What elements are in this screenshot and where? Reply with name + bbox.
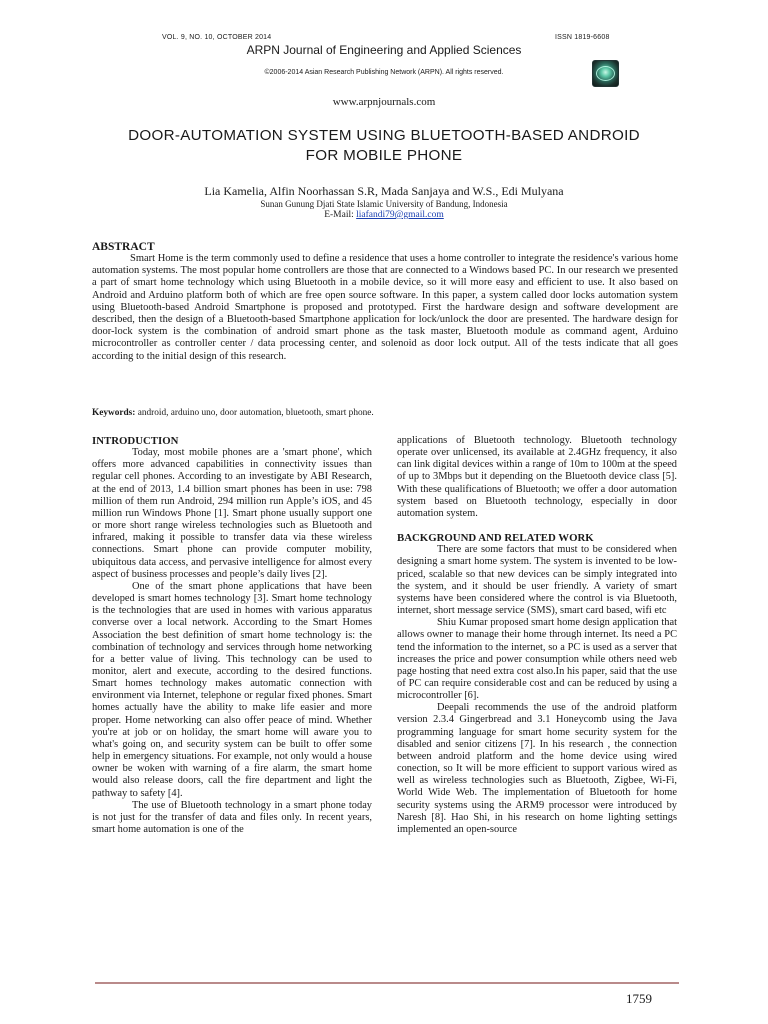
intro-paragraph-1: Today, most mobile phones are a 'smart phone', which offers more advanced capabilities in connectivity issues than regular cell phones. According to an investigate by ABI Research, at the end of 2013, 1.4 billion smart phones has been in use: 798 million of them run Android, 294 million run Apple’s iOS, and 45 million run Windows Phone [1]. Smart phone usually support one or more short range wireless technologies such as Bluetooth and infrared, making it possible to transfer data via these wireless connections. Smart phone can provide computer mobility, ubiquitous data access, and pervasive intelligence for almost every aspect of business processes and people’s daily lives [2]. xyxy=(92,447,372,580)
intro-paragraph-3-continued: applications of Bluetooth technology. Bluetooth technology operate over unlicensed, its available at 2.4GHz frequency, it also can link digital devices within a range of 10m to 100m at the speed of up to 3Mbps but it depending on the Bluetooth device class [5]. With these qualifications of Bluetooth; we offer a door automation system based on Bluetooth technology, especially in door automation system. xyxy=(397,435,677,519)
arpn-globe-logo-icon xyxy=(592,60,619,87)
background-paragraph-1: There are some factors that must to be considered when designing a smart home system. The system is invented to be low-priced, scalable so that new devices can be simply integrated into the system, and it should be user friendly. A variety of smart systems have been considered where the control is via Bluetooth, internet, short message service (SMS), smart card based, wifi etc xyxy=(397,544,677,617)
background-paragraph-3: Deepali recommends the use of the android platform version 2.3.4 Gingerbread and 3.1 Honeycomb using the Java programming language for smart home security system for the disabled and senior citizens [7]. In his research , the connection between android platform and the home device using wired conection, so It will be more efficient to support various wired as well as wireless technologies such as Bluetooth, Zigbee, Wi-Fi, World Wide Web. The implementation of Bluetooth for home security systems using the ARM9 processor were introduced by Naresh [8]. Hao Shi, in his research on home lighting settings implemented an open-source xyxy=(397,702,677,835)
background-heading: BACKGROUND AND RELATED WORK xyxy=(397,532,594,545)
issn: ISSN 1819-6608 xyxy=(555,34,610,41)
abstract-body xyxy=(92,253,678,363)
volume-info: VOL. 9, NO. 10, OCTOBER 2014 xyxy=(162,34,272,41)
paper-title-line-1: DOOR-AUTOMATION SYSTEM USING BLUETOOTH-BASED ANDROID xyxy=(128,127,640,144)
copyright-notice: ©2006-2014 Asian Research Publishing Network (ARPN). All rights reserved. xyxy=(264,69,504,76)
paper-title-line-2: FOR MOBILE PHONE xyxy=(305,147,463,164)
section-spacer xyxy=(397,520,677,532)
abstract-text: Smart Home is the term commonly used to define a residence that uses a home controller to integrate the residence's various home automation systems. The most popular home controllers are those that are connected to a Windows based PC. In our research we presented a part of smart home technology which using Bluetooth in a mobile device, so it will more easy and efficient to use. It also based on Android and Arduino platform both of which are free open source software. In this paper, a system called door locks automation system using Bluetooth-based Android Smartphone is proposed and prototyped. First the hardware design and software development are described, then the design of a Bluetooth-based Smartphone application for lock/unlock the door are presented. The hardware design for door-lock system is the combination of android smart phone as the task master, Bluetooth module as command agent, Arduino microcontroller as controller center / data processing center, and solenoid as door lock output. All of the tests indicate that all goes according to the initial design of this research. xyxy=(92,253,679,362)
author-list: Lia Kamelia, Alfin Noorhassan S.R, Mada Sanjaya and W.S., Edi Mulyana xyxy=(204,184,564,198)
affiliation: Sunan Gunung Djati State Islamic University of Bandung, Indonesia xyxy=(260,199,508,209)
intro-paragraph-2: One of the smart phone applications that have been developed is smart homes technology [3]. Smart home technology is the technologies that are used in homes with various apparatus converse over a local network. According to the Smart Homes Association the best definition of smart home technology is: the combination of technology and services through home networking for a better value of living. This technology can be used to monitor, alert and execute, according to the desired functions. Smart homes technology makes automatic connection with environment via Internet, telephone or regular fixed phones. Smart homes actually have the ability to make life easier and more proper. Home networking can also offer peace of mind. Whether you're at job or on holiday, the smart home will aware you to what's going on, and security system can be built to offer some help in emergency situations. For example, not only would a house owner be woken with warning of a fire alarm, the smart home would also release doors, call the fire department and light the pathway to safety [4]. xyxy=(92,580,372,799)
right-column xyxy=(397,435,677,836)
email-link[interactable]: liafandi79@gmail.com xyxy=(356,210,444,220)
journal-name: ARPN Journal of Engineering and Applied Sciences xyxy=(246,43,522,57)
email-line xyxy=(0,210,768,220)
introduction-heading: INTRODUCTION xyxy=(92,435,179,447)
background-paragraph-2: Shiu Kumar proposed smart home design application that allows owner to manage their home through internet. Its need a PC tend the information to the internet, so a PC is used as a server that increases the price and power consumption while others need web page hosting that need extra cost also.In his paper, said that the use of PC can require considerable cost and can be reduced by using a microcontroller [6]. xyxy=(397,617,677,702)
abstract-heading: ABSTRACT xyxy=(92,241,155,253)
keywords xyxy=(92,408,678,418)
journal-website: www.arpnjournals.com xyxy=(332,96,436,108)
intro-paragraph-3: The use of Bluetooth technology in a smart phone today is not just for the transfer of data and files only. In recent years, smart home automation is one of the xyxy=(92,799,372,835)
left-column xyxy=(92,435,372,836)
footer-divider xyxy=(95,982,679,984)
paper-title xyxy=(60,126,708,166)
email-label: E-Mail: xyxy=(324,210,357,220)
keywords-label: Keywords: xyxy=(92,408,136,418)
page-number: 1759 xyxy=(626,991,652,1006)
keywords-text: android, arduino uno, door automation, bluetooth, smart phone. xyxy=(135,408,374,418)
